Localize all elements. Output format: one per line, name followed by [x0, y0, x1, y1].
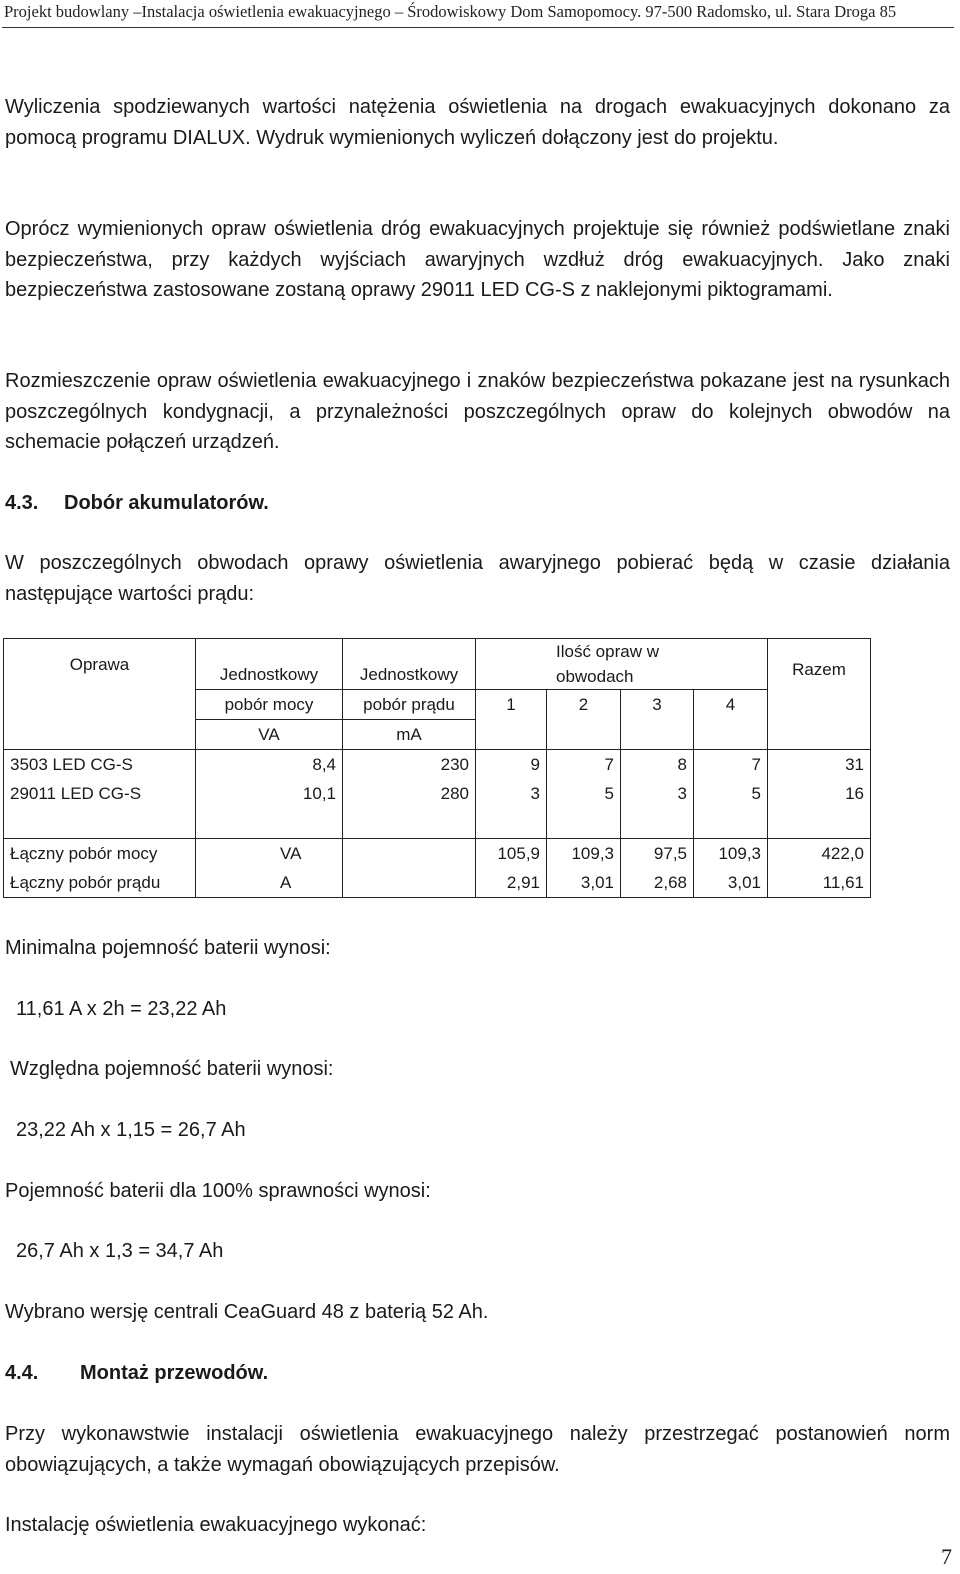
- spacer-cell: [621, 808, 694, 839]
- table-spacer-row: [4, 808, 871, 839]
- calc-relative-capacity: 23,22 Ah x 1,15 = 26,7 Ah: [16, 1119, 246, 1141]
- spacer-cell: [547, 808, 621, 839]
- header-oprawa: Oprawa: [4, 639, 196, 690]
- header-circuit-2: 2: [547, 690, 621, 720]
- header-empty: [547, 720, 621, 750]
- section-4-4-number: 4.4.: [5, 1362, 39, 1384]
- selected-unit: Wybrano wersję centrali CeaGuard 48 z baterią 52 Ah.: [5, 1301, 489, 1323]
- relative-capacity-label: Względna pojemność baterii wynosi:: [10, 1058, 334, 1080]
- header-unit-current-line2: pobór prądu: [343, 690, 476, 720]
- cell-sum: 16: [768, 779, 871, 808]
- cell-total-name: Łączny pobór prądu: [4, 868, 196, 898]
- table-row: [4, 779, 871, 808]
- header-unit-power-line2: pobór mocy: [196, 690, 343, 720]
- cell-va: 8,4: [196, 750, 343, 780]
- spacer-cell: [768, 808, 871, 839]
- cell-circuit-3: 8: [621, 750, 694, 780]
- cell-ma: 230: [343, 750, 476, 780]
- page-number: 7: [941, 1544, 952, 1569]
- cell-circuit-1: 3: [476, 779, 547, 808]
- header-razem: Razem: [768, 639, 871, 720]
- cell-circuit-4: 7: [694, 750, 768, 780]
- cell-total-circuit-2: 3,01: [547, 868, 621, 898]
- cell-total-sum: 422,0: [768, 839, 871, 869]
- section-4-3-title: Dobór akumulatorów.: [64, 492, 269, 514]
- paragraph-circuit-currents: W poszczególnych obwodach oprawy oświetlenia awaryjnego pobierać będą w czasie działania następujące wartości prądu:: [5, 552, 950, 605]
- cell-empty: [343, 839, 476, 869]
- cell-name: 29011 LED CG-S: [4, 779, 196, 808]
- header-unit-power: Jednostkowy: [196, 639, 343, 690]
- section-4-3-number: 4.3.: [5, 492, 39, 514]
- calc-full-capacity: 26,7 Ah x 1,3 = 34,7 Ah: [16, 1240, 224, 1262]
- header-fixture-count-line2: obwodach: [556, 667, 634, 686]
- paragraph-layout: Rozmieszczenie opraw oświetlenia ewakuacyjnego i znaków bezpieczeństwa pokazane jest na rysunkach poszczególnych kondygnacji, a przynależności poszczególnych opraw do kolejnych obwodów na schemacie połączeń urządzeń.: [5, 370, 950, 453]
- header-circuit-4: 4: [694, 690, 768, 720]
- cell-circuit-2: 5: [547, 779, 621, 808]
- min-capacity-label: Minimalna pojemność baterii wynosi:: [5, 937, 331, 959]
- cell-total-unit: A: [196, 868, 343, 898]
- cell-total-sum: 11,61: [768, 868, 871, 898]
- cell-total-unit: VA: [196, 839, 343, 869]
- cell-total-circuit-1: 105,9: [476, 839, 547, 869]
- spacer-cell: [694, 808, 768, 839]
- header-empty: [4, 690, 196, 720]
- battery-table: [3, 638, 871, 898]
- paragraph-norms: Przy wykonawstwie instalacji oświetlenia ewakuacyjnego należy przestrzegać postanowień norm obowiązujących, a także wymagań obowiązujących przepisów.: [5, 1423, 950, 1476]
- spacer-cell: [4, 808, 196, 839]
- paragraph-safety-signs: Oprócz wymienionych opraw oświetlenia dróg ewakuacyjnych projektuje się również podświetlane znaki bezpieczeństwa, przy każdych wyjściach awaryjnych wzdłuż dróg ewakuacyjnych. Jako znaki bezpieczeństwa zastosowane zostaną oprawy 29011 LED CG-S z naklejonymi piktogramami.: [5, 218, 950, 301]
- cell-total-circuit-4: 3,01: [694, 868, 768, 898]
- cell-total-circuit-4: 109,3: [694, 839, 768, 869]
- cell-circuit-3: 3: [621, 779, 694, 808]
- cell-name: 3503 LED CG-S: [4, 750, 196, 780]
- spacer-cell: [196, 808, 343, 839]
- header-unit-current: Jednostkowy: [343, 639, 476, 690]
- header-unit-va: VA: [196, 720, 343, 750]
- header-fixture-count: [476, 639, 768, 690]
- totals-row: [4, 868, 871, 898]
- full-capacity-label: Pojemność baterii dla 100% sprawności wynosi:: [5, 1180, 431, 1202]
- cell-va: 10,1: [196, 779, 343, 808]
- header-fixture-count-line1: Ilość opraw w: [556, 642, 659, 661]
- cell-total-circuit-1: 2,91: [476, 868, 547, 898]
- header-empty: [476, 720, 547, 750]
- section-4-4-title: Montaż przewodów.: [80, 1362, 269, 1384]
- cell-total-name: Łączny pobór mocy: [4, 839, 196, 869]
- cell-circuit-4: 5: [694, 779, 768, 808]
- header-empty: [4, 720, 196, 750]
- table-row: [4, 750, 871, 780]
- header-empty: [694, 720, 768, 750]
- header-empty: [621, 720, 694, 750]
- header-rule: [2, 27, 954, 28]
- cell-sum: 31: [768, 750, 871, 780]
- cell-empty: [343, 868, 476, 898]
- paragraph-install: Instalację oświetlenia ewakuacyjnego wykonać:: [5, 1514, 427, 1536]
- spacer-cell: [343, 808, 476, 839]
- totals-row: [4, 839, 871, 869]
- running-header: Projekt budowlany –Instalacja oświetlenia ewakuacyjnego – Środowiskowy Dom Samopomocy. 97-500 Radomsko, ul. Stara Droga 85: [4, 2, 897, 21]
- cell-circuit-2: 7: [547, 750, 621, 780]
- paragraph-dialux: Wyliczenia spodziewanych wartości natężenia oświetlenia na drogach ewakuacyjnych dokonano za pomocą programu DIALUX. Wydruk wymienionych wyliczeń dołączony jest do projektu.: [5, 96, 950, 149]
- header-circuit-3: 3: [621, 690, 694, 720]
- cell-ma: 280: [343, 779, 476, 808]
- cell-total-circuit-2: 109,3: [547, 839, 621, 869]
- cell-total-circuit-3: 2,68: [621, 868, 694, 898]
- cell-circuit-1: 9: [476, 750, 547, 780]
- header-circuit-1: 1: [476, 690, 547, 720]
- header-unit-ma: mA: [343, 720, 476, 750]
- calc-min-capacity: 11,61 A x 2h = 23,22 Ah: [16, 998, 227, 1020]
- header-empty: [768, 720, 871, 750]
- spacer-cell: [476, 808, 547, 839]
- cell-total-circuit-3: 97,5: [621, 839, 694, 869]
